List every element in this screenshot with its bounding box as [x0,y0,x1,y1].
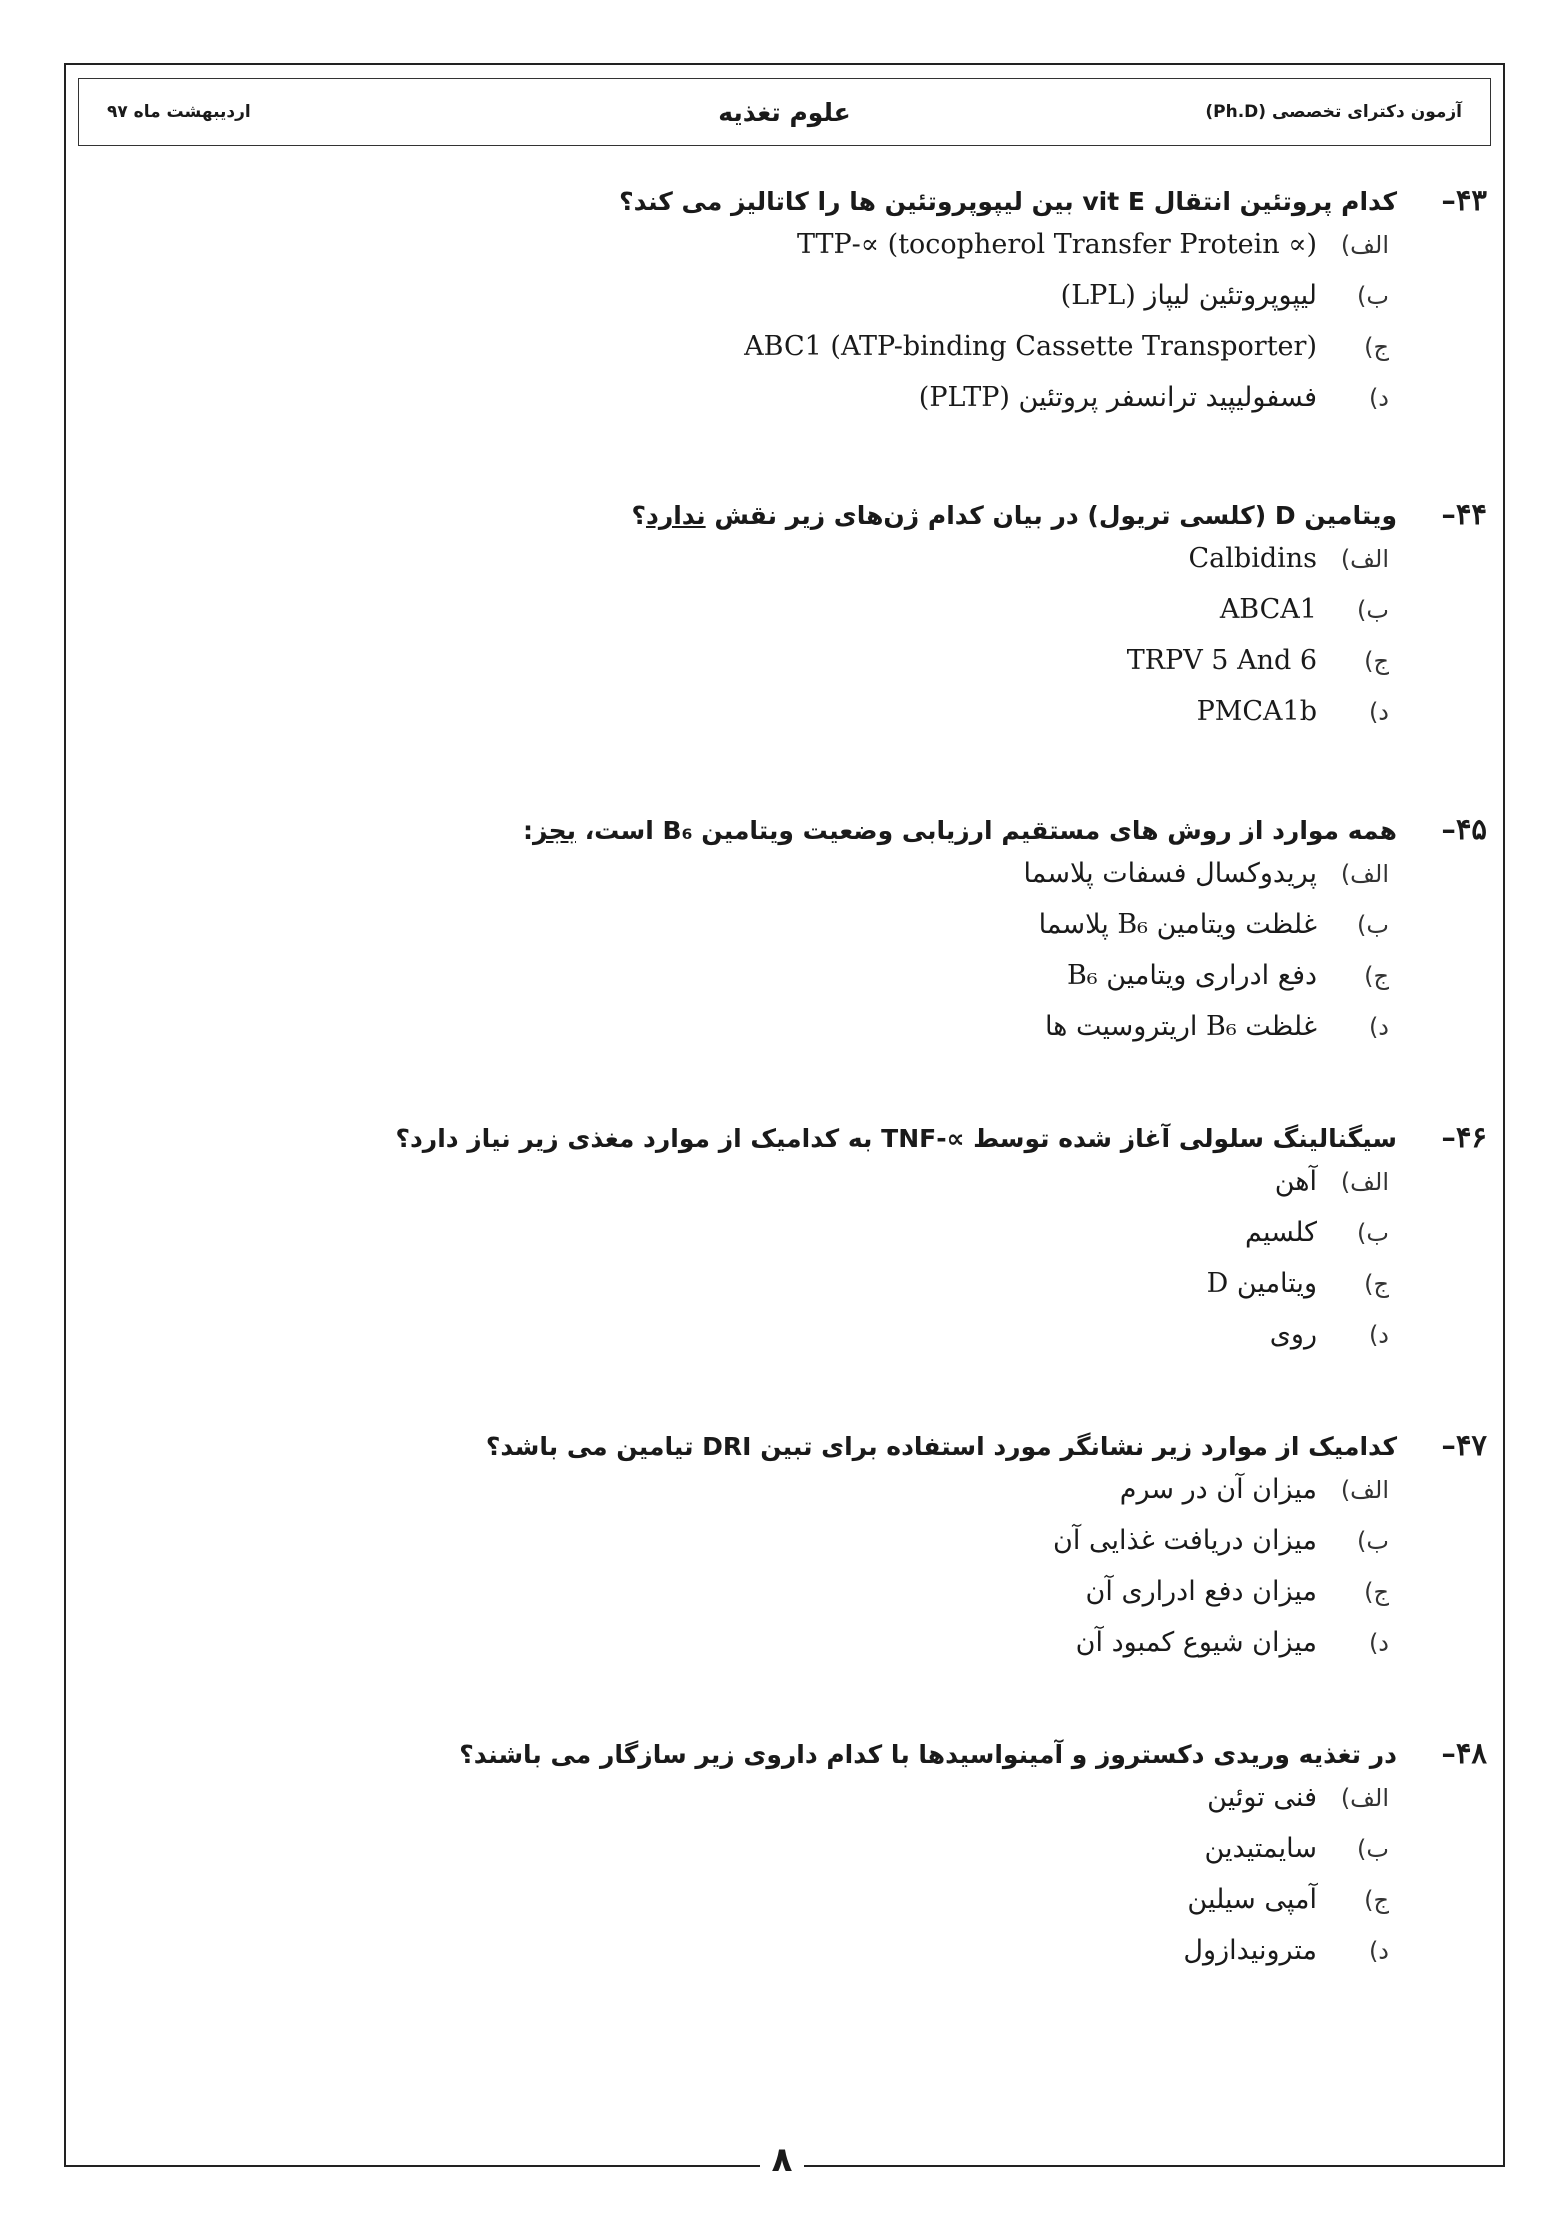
question-number: ۴۷– [1441,1428,1487,1462]
question-text-emphasis: بجز [533,816,576,845]
question-48 [459,1736,1487,1986]
question-number: ۴۳– [1441,183,1487,217]
option-a[interactable] [632,543,1390,594]
option-c[interactable] [395,1268,1389,1319]
option-label: د) [1368,1629,1389,1657]
option-text: ویتامین D [1206,1268,1317,1299]
question-number: ۴۴– [1441,497,1487,531]
question-text: کدامیک از موارد زیر نشانگر مورد استفاده برای تبین DRI تیامین می باشد؟ [485,1432,1397,1461]
option-a[interactable] [619,229,1389,280]
question-text-end: ؟ [631,501,647,530]
question-text-start: ویتامین D (کلسی تریول) در بیان کدام ژن‌های زیر نقش [705,501,1397,530]
option-text: کلسیم [1245,1217,1317,1248]
option-d[interactable] [459,1935,1389,1986]
subject-title: علوم تغذیه [718,97,851,127]
question-text-emphasis: ندارد [646,501,706,530]
question-text: سیگنالینگ سلولی آغاز شده توسط ∝-TNF به کدامیک از موارد مغذی زیر نیاز دارد؟ [395,1124,1397,1153]
option-text: میزان آن در سرم [1119,1474,1317,1505]
option-label: ج) [1364,1578,1389,1606]
option-c[interactable] [632,645,1390,696]
option-text: آهن [1274,1166,1317,1197]
option-d[interactable] [632,696,1390,747]
options-list [523,858,1389,1062]
option-label: الف) [1340,231,1389,259]
option-a[interactable] [395,1166,1389,1217]
options-list [632,543,1390,747]
option-text: میزان دفع ادراری آن [1085,1576,1317,1607]
options-list [486,1474,1389,1678]
options-list [459,1782,1389,1986]
option-text: PMCA1b [1196,696,1317,727]
option-b[interactable] [486,1525,1389,1576]
option-c[interactable] [459,1884,1389,1935]
options-list [619,229,1389,433]
option-label: ب) [1357,911,1389,939]
question-text [523,816,1397,845]
option-label: د) [1368,1321,1389,1349]
option-label: ج) [1364,1270,1389,1298]
question-44 [632,497,1488,747]
question-text: کدام پروتئین انتقال vit E بین لیپوپروتئین ها را کاتالیز می کند؟ [619,187,1397,216]
option-b[interactable] [395,1217,1389,1268]
option-label: ج) [1364,647,1389,675]
option-label: ب) [1357,1527,1389,1555]
options-list [395,1166,1389,1370]
option-label: د) [1368,1013,1389,1041]
option-d[interactable] [395,1319,1389,1370]
question-47 [486,1428,1487,1678]
option-label: الف) [1340,1784,1389,1812]
page-number: ۸ [760,2140,804,2180]
option-text: فنی توئین [1207,1782,1317,1813]
question-43 [619,183,1487,433]
option-label: الف) [1340,860,1389,888]
option-label: ج) [1364,333,1389,361]
exam-header [78,78,1491,146]
question-45 [523,812,1487,1062]
option-label: الف) [1340,1168,1389,1196]
question-text-start: همه موارد از روش های مستقیم ارزیابی وضعیت ویتامین B₆ است، [575,816,1397,845]
option-text: میزان شیوع کمبود آن [1075,1627,1317,1658]
question-number: ۴۵– [1441,812,1487,846]
option-b[interactable] [632,594,1390,645]
question-number: ۴۸– [1441,1736,1487,1770]
option-d[interactable] [523,1011,1389,1062]
option-text: لیپوپروتئین لیپاز (LPL) [1060,280,1317,311]
option-text: سایمتیدین [1204,1833,1317,1864]
option-text: ABCA1 [1219,594,1317,625]
option-d[interactable] [619,382,1389,433]
option-c[interactable] [486,1576,1389,1627]
option-label: د) [1368,698,1389,726]
option-label: الف) [1340,1476,1389,1504]
option-label: الف) [1340,545,1389,573]
question-46 [395,1120,1487,1370]
option-text: مترونیدازول [1183,1935,1317,1966]
option-b[interactable] [619,280,1389,331]
option-text: آمپی سیلین [1187,1884,1317,1915]
option-d[interactable] [486,1627,1389,1678]
option-label: ج) [1364,962,1389,990]
option-text: پریدوکسال فسفات پلاسما [1023,858,1317,889]
option-text: غلظت B₆ اریتروسیت ها [1044,1011,1317,1042]
option-label: ب) [1357,596,1389,624]
option-label: ب) [1357,1219,1389,1247]
option-label: ب) [1357,1835,1389,1863]
option-b[interactable] [459,1833,1389,1884]
option-text: دفع ادراری ویتامین B₆ [1066,960,1317,991]
option-c[interactable] [619,331,1389,382]
option-text: TRPV 5 And 6 [1126,645,1317,676]
question-number: ۴۶– [1441,1120,1487,1154]
option-c[interactable] [523,960,1389,1011]
option-a[interactable] [486,1474,1389,1525]
option-label: د) [1368,1937,1389,1965]
exam-title: آزمون دکترای تخصصی (Ph.D) [1205,102,1462,122]
question-text [632,501,1398,530]
exam-date: اردیبهشت ماه ۹۷ [107,102,251,122]
option-text: میزان دریافت غذایی آن [1053,1525,1317,1556]
question-text: در تغذیه وریدی دکستروز و آمینواسیدها با کدام داروی زیر سازگار می باشند؟ [459,1740,1397,1769]
option-text: روی [1269,1319,1317,1350]
option-text: (ATP-binding Cassette Transporter) ABC1 [744,331,1317,362]
option-text: غلظت ویتامین B₆ پلاسما [1038,909,1317,940]
option-text: (∝ tocopherol Transfer Protein) ∝-TTP [796,229,1317,260]
option-b[interactable] [523,909,1389,960]
option-text: فسفولیپید ترانسفر پروتئین (PLTP) [918,382,1317,413]
option-label: ج) [1364,1886,1389,1914]
option-text: Calbidins [1188,543,1317,574]
option-label: ب) [1357,282,1389,310]
option-a[interactable] [459,1782,1389,1833]
option-label: د) [1368,384,1389,412]
option-a[interactable] [523,858,1389,909]
question-text-end: : [523,816,534,845]
